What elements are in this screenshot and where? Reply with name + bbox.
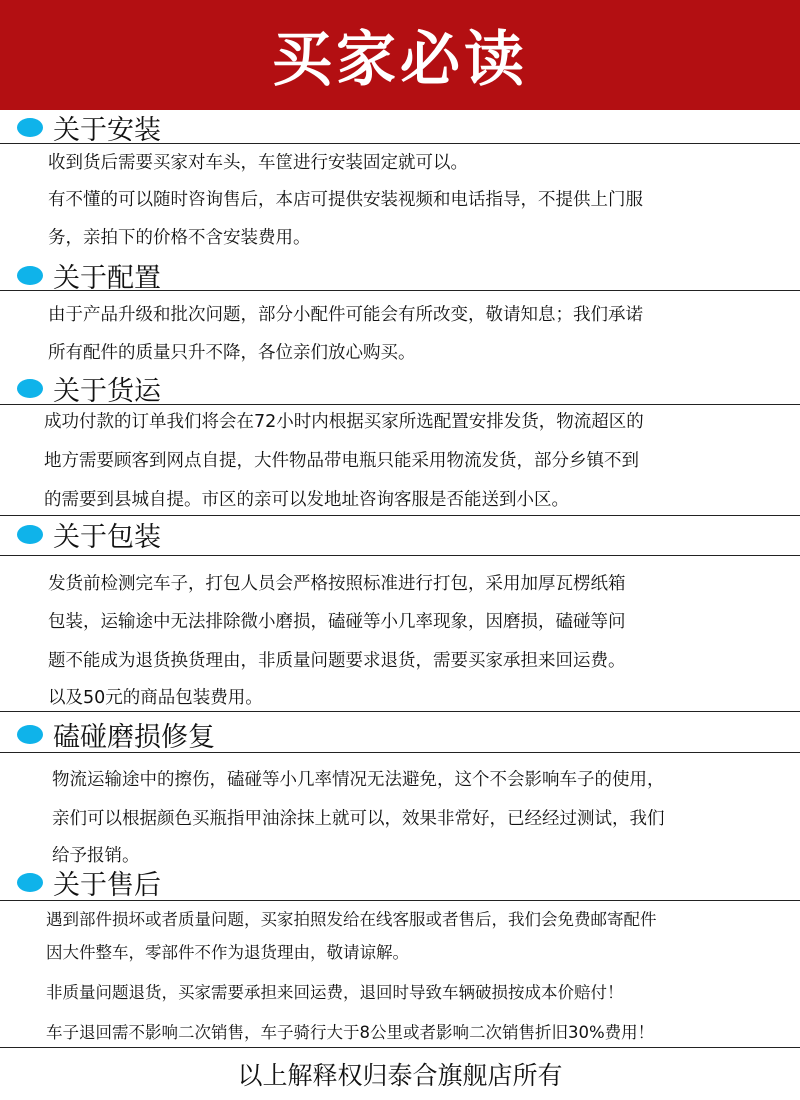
section-text-line: 车子退回需不影响二次销售，车子骑行大于8公里或者影响二次销售折旧30%费用！ <box>46 1023 655 1042</box>
section-title: 关于包装 <box>53 521 161 553</box>
section-text-line: 亲们可以根据颜色买瓶指甲油涂抹上就可以，效果非常好，已经经过测试，我们 <box>52 809 665 829</box>
section-title: 关于货运 <box>53 375 161 407</box>
divider <box>0 143 800 144</box>
divider <box>0 555 800 556</box>
section-text-line: 给予报销。 <box>52 846 140 866</box>
divider <box>0 752 800 753</box>
section-title: 关于配置 <box>53 262 161 294</box>
section-text-line: 务，亲拍下的价格不含安装费用。 <box>48 228 311 248</box>
bullet-dot-icon <box>17 525 43 544</box>
section-text-line: 收到货后需要买家对车头，车筐进行安装固定就可以。 <box>48 153 468 173</box>
divider <box>0 711 800 712</box>
section-text-line: 非质量问题退货，买家需要承担来回运费，退回时导致车辆破损按成本价赔付！ <box>46 983 624 1002</box>
section-text-line: 地方需要顾客到网点自提，大件物品带电瓶只能采用物流发货，部分乡镇不到 <box>44 451 639 471</box>
bullet-dot-icon <box>17 118 43 137</box>
section-text-line: 的需要到县城自提。市区的亲可以发地址咨询客服是否能送到小区。 <box>44 490 569 510</box>
header-banner <box>0 0 800 110</box>
section-header-repair <box>0 716 800 752</box>
section-text-line: 题不能成为退货换货理由，非质量问题要求退货，需要买家承担来回运费。 <box>48 651 626 671</box>
divider <box>0 404 800 405</box>
bullet-dot-icon <box>17 379 43 398</box>
divider <box>0 900 800 901</box>
bullet-dot-icon <box>17 725 43 744</box>
bullet-dot-icon <box>17 266 43 285</box>
section-text-line: 因大件整车，零部件不作为退货理由，敬请谅解。 <box>46 943 409 962</box>
section-text-line: 成功付款的订单我们将会在72小时内根据买家所选配置安排发货，物流超区的 <box>44 412 644 432</box>
section-header-after-sales <box>0 864 800 900</box>
page-title: 买家必读 <box>272 25 528 95</box>
section-text-line: 发货前检测完车子，打包人员会严格按照标准进行打包，采用加厚瓦楞纸箱 <box>48 574 626 594</box>
section-title: 关于售后 <box>53 869 161 901</box>
section-header-install <box>0 109 800 145</box>
section-text-line: 有不懂的可以随时咨询售后，本店可提供安装视频和电话指导，不提供上门服 <box>48 190 643 210</box>
divider <box>0 1047 800 1048</box>
section-text-line: 所有配件的质量只升不降，各位亲们放心购买。 <box>48 343 416 363</box>
footer-note: 以上解释权归泰合旗舰店所有 <box>237 1061 563 1090</box>
section-text-line: 以及50元的商品包装费用。 <box>48 688 263 708</box>
section-header-config <box>0 257 800 293</box>
section-title: 磕碰磨损修复 <box>53 721 215 753</box>
section-text-line: 由于产品升级和批次问题，部分小配件可能会有所改变，敬请知息；我们承诺 <box>48 305 643 325</box>
section-text-line: 包装，运输途中无法排除微小磨损，磕碰等小几率现象，因磨损，磕碰等问 <box>48 612 626 632</box>
section-title: 关于安装 <box>53 114 161 146</box>
section-text-line: 物流运输途中的擦伤，磕碰等小几率情况无法避免，这个不会影响车子的使用， <box>52 770 665 790</box>
divider <box>0 290 800 291</box>
section-text-line: 遇到部件损坏或者质量问题，买家拍照发给在线客服或者售后，我们会免费邮寄配件 <box>46 910 657 929</box>
section-header-shipping <box>0 370 800 406</box>
bullet-dot-icon <box>17 873 43 892</box>
section-header-packaging <box>0 516 800 552</box>
